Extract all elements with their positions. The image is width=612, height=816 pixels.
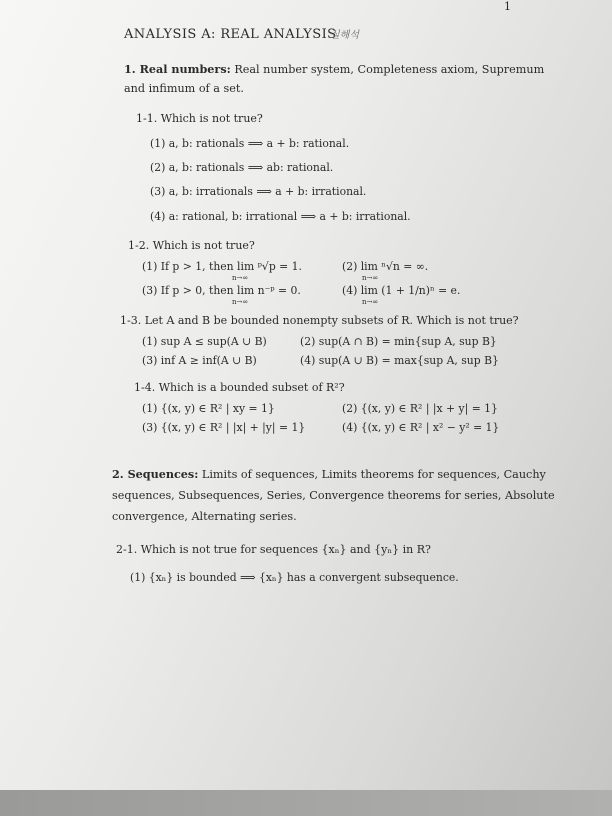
q1-2-option-3: (3) If p > 0, then lim n⁻ᵖ = 0.	[142, 284, 301, 297]
section1-description-line1: Real number system, Completeness axiom, Supremum	[234, 63, 545, 76]
q1-4-option-3: (3) {(x, y) ∈ R² | |x| + |y| = 1}	[142, 421, 306, 434]
q1-3-option-2: (2) sup(A ∩ B) = min{sup A, sup B}	[300, 335, 497, 348]
desk-surface	[0, 790, 612, 816]
q1-1-option-2: (2) a, b: rationals ⟹ ab: rational.	[150, 161, 334, 174]
q1-2-lim-sub-1: n→∞	[232, 274, 249, 282]
section1-heading: 1. Real numbers:	[124, 62, 231, 76]
section2-description-line1: Limits of sequences, Limits theorems for sequences, Cauchy	[201, 468, 546, 481]
q1-4-option-1: (1) {(x, y) ∈ R² | xy = 1}	[142, 402, 275, 415]
section1-description-line2: and infimum of a set.	[124, 82, 244, 95]
handwritten-note: 실해석	[330, 30, 359, 41]
section2-description-line3: convergence, Alternating series.	[112, 510, 297, 523]
q1-1-option-3: (3) a, b: irrationals ⟹ a + b: irrational.	[150, 185, 367, 198]
page-number: 1	[504, 0, 511, 13]
q1-3-option-4: (4) sup(A ∪ B) = max{sup A, sup B}	[300, 354, 499, 367]
section2-heading-line	[112, 464, 546, 485]
section1-heading-line	[124, 59, 544, 80]
q1-4-stem: 1-4. Which is a bounded subset of R²?	[134, 381, 345, 394]
q1-4-option-4: (4) {(x, y) ∈ R² | x² − y² = 1}	[342, 421, 500, 434]
q1-3-option-3: (3) inf A ≥ inf(A ∪ B)	[142, 354, 257, 367]
q1-3-option-1: (1) sup A ≤ sup(A ∪ B)	[142, 335, 267, 348]
q1-1-option-1: (1) a, b: rationals ⟹ a + b: rational.	[150, 137, 350, 150]
q1-2-option-1: (1) If p > 1, then lim ᵖ√p = 1.	[142, 260, 302, 273]
document-title: ANALYSIS A: REAL ANALYSIS	[124, 27, 337, 42]
q1-2-stem: 1-2. Which is not true?	[128, 239, 255, 252]
section2-heading: 2. Sequences:	[112, 467, 199, 481]
q2-1-stem: 2-1. Which is not true for sequences {xₙ} and {yₙ} in R?	[116, 543, 431, 556]
q1-1-option-4: (4) a: rational, b: irrational ⟹ a + b: irrational.	[150, 210, 411, 223]
q1-2-lim-sub-3: n→∞	[232, 298, 249, 306]
q1-2-lim-sub-4: n→∞	[362, 298, 379, 306]
q1-3-stem: 1-3. Let A and B be bounded nonempty subsets of R. Which is not true?	[120, 314, 519, 327]
q1-2-lim-sub-2: n→∞	[362, 274, 379, 282]
q2-1-option-1: (1) {xₙ} is bounded ⟹ {xₙ} has a convergent subsequence.	[130, 571, 459, 584]
q1-4-option-2: (2) {(x, y) ∈ R² | |x + y| = 1}	[342, 402, 498, 415]
q1-1-stem: 1-1. Which is not true?	[136, 112, 263, 125]
q1-2-option-2: (2) lim ⁿ√n = ∞.	[342, 260, 429, 273]
section2-description-line2: sequences, Subsequences, Series, Convergence theorems for series, Absolute	[112, 489, 555, 502]
q1-2-option-4: (4) lim (1 + 1/n)ⁿ = e.	[342, 284, 461, 297]
